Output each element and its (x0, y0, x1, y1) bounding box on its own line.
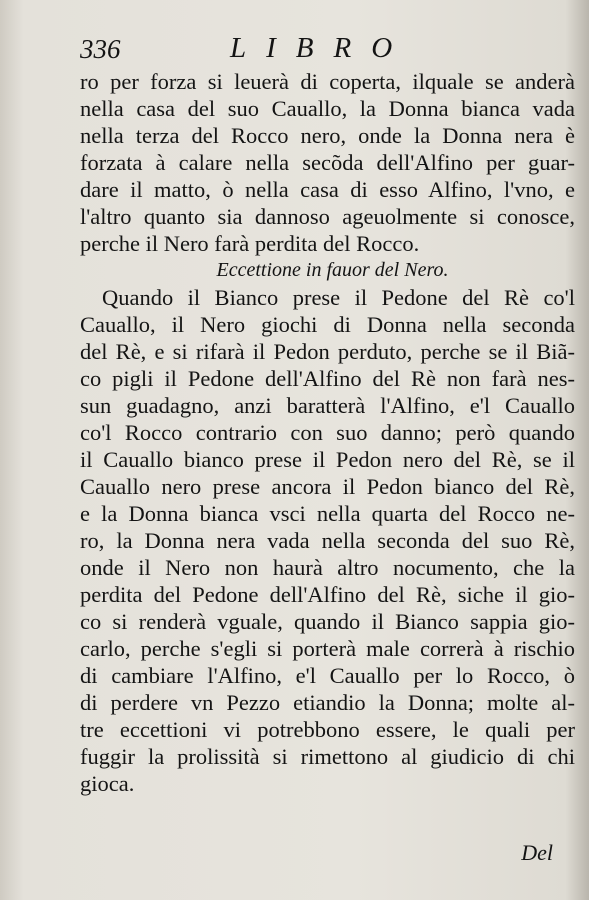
text-line: Cauallo, il Nero giochi di Donna nella seconda (80, 312, 575, 337)
text-line: di perdere vn Pezzo etiandio la Donna; molte al- (80, 690, 575, 715)
text-line: carlo, perche s'egli si porterà male correrà à rischio (80, 636, 575, 661)
text-line: forzata à calare nella secõda dell'Alfino per guar- (80, 150, 575, 175)
text-line: co'l Rocco contrario con suo danno; però quando (80, 420, 575, 445)
text-line: e la Donna bianca vsci nella quarta del Rocco ne- (80, 501, 575, 526)
text-line: perche il Nero farà perdita del Rocco. (80, 231, 420, 256)
text-line: nella terza del Rocco nero, onde la Donna nera è (80, 123, 575, 148)
text-line: fuggir la prolissità si rimettono al giudicio di chi (80, 744, 575, 769)
text-line: Quando il Bianco prese il Pedone del Rè co'l (102, 285, 575, 310)
text-line: gioca. (80, 771, 135, 796)
text-line: ro, la Donna nera vada nella seconda del suo Rè, (80, 528, 575, 553)
running-head: LIBRO (230, 32, 413, 64)
text-line: di cambiare l'Alfino, e'l Cauallo per lo Rocco, ò (80, 663, 575, 688)
text-line: perdita del Pedone dell'Alfino del Rè, siche il gio- (80, 582, 575, 607)
text-line: Cauallo nero prese ancora il Pedon bianco del Rè, (80, 474, 575, 499)
text-line: l'altro quanto sia dannoso ageuolmente si conosce, (80, 204, 575, 229)
text-line: il Cauallo bianco prese il Pedon nero del Rè, se il (80, 447, 575, 472)
text-line: onde il Nero non haurà altro nocumento, che la (80, 555, 575, 580)
catchword: Del (521, 840, 553, 865)
text-line: sun guadagno, anzi baratterà l'Alfino, e'l Cauallo (80, 393, 575, 418)
page-header (80, 30, 550, 70)
text-line: del Rè, e si rifarà il Pedon perduto, perche se il Biã- (80, 339, 575, 364)
text-line: nella casa del suo Cauallo, la Donna bianca vada (80, 96, 575, 121)
page-number: 336 (80, 34, 121, 64)
text-line: co si renderà vguale, quando il Bianco sappia gio- (80, 609, 575, 634)
text-line: ro per forza si leuerà di coperta, ilquale se anderà (80, 69, 575, 94)
text-line: co pigli il Pedone dell'Alfino del Rè non farà nes- (80, 366, 575, 391)
text-line: dare il matto, ò nella casa di esso Alfino, l'vno, e (80, 177, 575, 202)
body-text (80, 68, 575, 797)
section-heading: Eccettione in fauor del Nero. (216, 259, 449, 281)
text-line: tre eccettioni vi potrebbono essere, le quali per (80, 717, 575, 742)
